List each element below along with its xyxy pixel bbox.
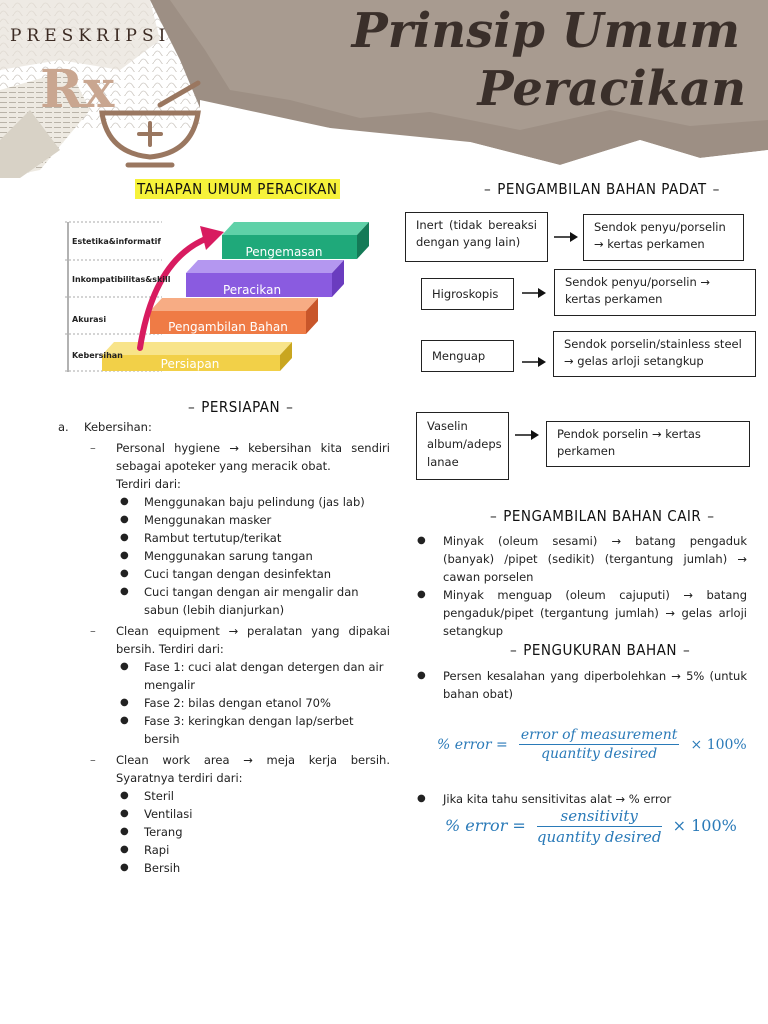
list-item-text: Bersih bbox=[144, 861, 181, 875]
title-line-1: Prinsip Umum bbox=[351, 3, 740, 59]
bullet-icon: ● bbox=[120, 808, 129, 819]
bullet-icon: ● bbox=[417, 535, 426, 546]
list-item-text: Cuci tangan dengan air mengalir dan sabun (lebih dianjurkan) bbox=[144, 585, 359, 617]
page-title bbox=[351, 2, 746, 118]
list-item-text: Rambut tertutup/terikat bbox=[144, 531, 282, 545]
list-item bbox=[58, 805, 390, 823]
list-item-text: Menggunakan masker bbox=[144, 513, 272, 527]
step-peracikan bbox=[186, 260, 344, 297]
list-item bbox=[58, 529, 390, 547]
list-item bbox=[58, 583, 390, 619]
list-marker: a. bbox=[58, 420, 69, 434]
list-item bbox=[58, 751, 390, 787]
bullet-icon: ● bbox=[120, 496, 129, 507]
formula-lhs: % error = bbox=[437, 737, 508, 753]
ukur-list-2 bbox=[415, 790, 747, 808]
list-marker: – bbox=[90, 441, 96, 455]
list-marker: – bbox=[90, 753, 96, 767]
list-item bbox=[58, 565, 390, 583]
step-label-pengambilan-bahan: Pengambilan Bahan bbox=[168, 320, 288, 334]
mortar-pestle-icon bbox=[102, 83, 198, 165]
side-label-kebersihan: Kebersihan bbox=[72, 351, 123, 360]
list-item bbox=[58, 694, 390, 712]
list-item-text: Fase 1: cuci alat dengan detergen dan air mengalir bbox=[144, 660, 384, 692]
cair-title-text: PENGAMBILAN BAHAN CAIR bbox=[503, 507, 702, 525]
bullet-icon: ● bbox=[120, 715, 129, 726]
list-item-text: Kebersihan: bbox=[84, 420, 152, 434]
list-item-text: Cuci tangan dengan desinfektan bbox=[144, 567, 332, 581]
bullet-icon: ● bbox=[120, 697, 129, 708]
formula-numerator: sensitivity bbox=[537, 807, 662, 827]
list-item: ● Minyak (oleum sesami) → batang pengaduk (banyak) /pipet (sedikit) (tergantung jumlah) → cawan porselen bbox=[417, 534, 747, 584]
padat-title: – PENGAMBILAN BAHAN PADAT – bbox=[484, 180, 720, 198]
ukur-title-text: PENGUKURAN BAHAN bbox=[523, 641, 678, 659]
arrow-right-icon bbox=[522, 287, 546, 299]
list-item bbox=[58, 658, 390, 694]
list-item: ● Persen kesalahan yang diperbolehkan → 5% (untuk bahan obat) bbox=[417, 669, 747, 701]
bullet-icon: ● bbox=[120, 844, 129, 855]
persiapan-title-text: PERSIAPAN bbox=[201, 398, 281, 416]
formula-rhs: × 100% bbox=[690, 737, 747, 753]
step-label-peracikan: Peracikan bbox=[222, 283, 282, 297]
padat-box-vaselin-result: Pendok porselin → kertas perkamen bbox=[546, 421, 750, 467]
bullet-icon: ● bbox=[417, 670, 426, 681]
list-item-text: Menggunakan sarung tangan bbox=[144, 549, 313, 563]
bullet-icon: ● bbox=[120, 661, 129, 672]
list-item-text: Personal hygiene → kebersihan kita sendiri sebagai apoteker yang meracik obat. bbox=[116, 441, 390, 473]
formula-denominator: quantity desired bbox=[540, 746, 658, 762]
list-marker: – bbox=[90, 624, 96, 638]
persiapan-title: – PERSIAPAN – bbox=[188, 398, 294, 416]
formula-denominator: quantity desired bbox=[536, 828, 662, 846]
tahapan-title-text: TAHAPAN UMUM PERACIKAN bbox=[137, 180, 338, 198]
bullet-icon: ● bbox=[120, 790, 129, 801]
arrow-right-icon bbox=[522, 356, 546, 368]
bullet-icon: ● bbox=[120, 568, 129, 579]
padat-box-menguap-result: Sendok porselin/stainless steel → gelas arloji setangkup bbox=[553, 331, 756, 377]
brand-label: PRESKRIPSI bbox=[10, 26, 171, 46]
list-item bbox=[58, 493, 390, 511]
step-label-persiapan: Persiapan bbox=[160, 357, 220, 371]
padat-box-vaselin: Vaselin album/adeps lanae bbox=[416, 412, 509, 480]
list-item bbox=[58, 547, 390, 565]
list-item bbox=[58, 712, 390, 748]
side-label-akurasi: Akurasi bbox=[72, 315, 107, 324]
step-pengambilan-bahan bbox=[150, 298, 318, 334]
rx-logo-text: Rx bbox=[40, 59, 115, 120]
list-item-text: Rapi bbox=[144, 843, 170, 857]
formula-lhs: % error = bbox=[445, 816, 526, 835]
list-item bbox=[58, 859, 390, 877]
padat-box-menguap: Menguap bbox=[421, 340, 514, 372]
formula-error-measurement bbox=[437, 727, 747, 762]
tahapan-stairs-diagram bbox=[62, 214, 372, 374]
padat-box-inert-result: Sendok penyu/porselin → kertas perkamen bbox=[583, 214, 744, 261]
bullet-icon: ● bbox=[417, 589, 426, 600]
title-line-2: Peracikan bbox=[477, 61, 746, 117]
ukur-title: – PENGUKURAN BAHAN – bbox=[510, 641, 691, 659]
list-item bbox=[58, 841, 390, 859]
bullet-icon: ● bbox=[120, 586, 129, 597]
list-item-text: Menggunakan baju pelindung (jas lab) bbox=[144, 495, 365, 509]
side-label-estetika: Estetika&informatif bbox=[72, 237, 161, 246]
rx-mortar-logo bbox=[40, 55, 210, 170]
list-item bbox=[58, 418, 390, 436]
formula-error-sensitivity bbox=[445, 807, 737, 846]
bullet-icon: ● bbox=[120, 514, 129, 525]
side-label-inkompatibilitas: Inkompatibilitas&skill bbox=[72, 275, 171, 284]
bullet-icon: ● bbox=[120, 826, 129, 837]
padat-box-higroskopis: Higroskopis bbox=[421, 278, 514, 310]
list-item: ● Minyak menguap (oleum cajuputi) → batang pengaduk/pipet (tergantung jumlah) → gelas arloji setangkup bbox=[417, 588, 747, 638]
bullet-icon: ● bbox=[120, 550, 129, 561]
ukur-list-1 bbox=[415, 667, 747, 703]
bullet-icon: ● bbox=[120, 532, 129, 543]
list-item-text: Clean work area → meja kerja bersih. Syaratnya terdiri dari: bbox=[116, 753, 390, 785]
step-label-pengemasan: Pengemasan bbox=[245, 245, 323, 259]
arrow-right-icon bbox=[554, 231, 578, 243]
list-item bbox=[58, 823, 390, 841]
page-header bbox=[0, 0, 768, 178]
list-item: ● Jika kita tahu sensitivitas alat → % error bbox=[417, 792, 672, 806]
list-item-text: Terang bbox=[144, 825, 183, 839]
formula-rhs: × 100% bbox=[672, 816, 737, 835]
arrow-right-icon bbox=[515, 429, 539, 441]
tahapan-title bbox=[135, 180, 340, 198]
list-item bbox=[58, 622, 390, 658]
cair-list bbox=[415, 532, 747, 640]
padat-box-higroskopis-result: Sendok penyu/porselin → kertas perkamen bbox=[554, 269, 756, 316]
list-item bbox=[58, 511, 390, 529]
bullet-icon: ● bbox=[417, 793, 426, 804]
list-item-text: Fase 2: bilas dengan etanol 70% bbox=[144, 696, 331, 710]
list-item bbox=[58, 475, 390, 493]
list-item-text: Ventilasi bbox=[144, 807, 193, 821]
padat-title-text: PENGAMBILAN BAHAN PADAT bbox=[497, 180, 707, 198]
list-item-text: Terdiri dari: bbox=[116, 477, 181, 491]
padat-box-inert: Inert (tidak bereaksi dengan yang lain) bbox=[405, 212, 548, 262]
bullet-icon: ● bbox=[120, 862, 129, 873]
step-persiapan bbox=[102, 342, 292, 371]
list-item-text: Clean equipment → peralatan yang dipakai bersih. Terdiri dari: bbox=[116, 624, 390, 656]
cair-title: – PENGAMBILAN BAHAN CAIR – bbox=[490, 507, 715, 525]
list-item-text: Fase 3: keringkan dengan lap/serbet bersih bbox=[144, 714, 354, 746]
persiapan-list bbox=[58, 418, 390, 877]
step-pengemasan bbox=[222, 222, 369, 259]
list-item bbox=[58, 787, 390, 805]
list-item-text: Steril bbox=[144, 789, 175, 803]
list-item bbox=[58, 439, 390, 475]
formula-numerator: error of measurement bbox=[520, 727, 678, 743]
